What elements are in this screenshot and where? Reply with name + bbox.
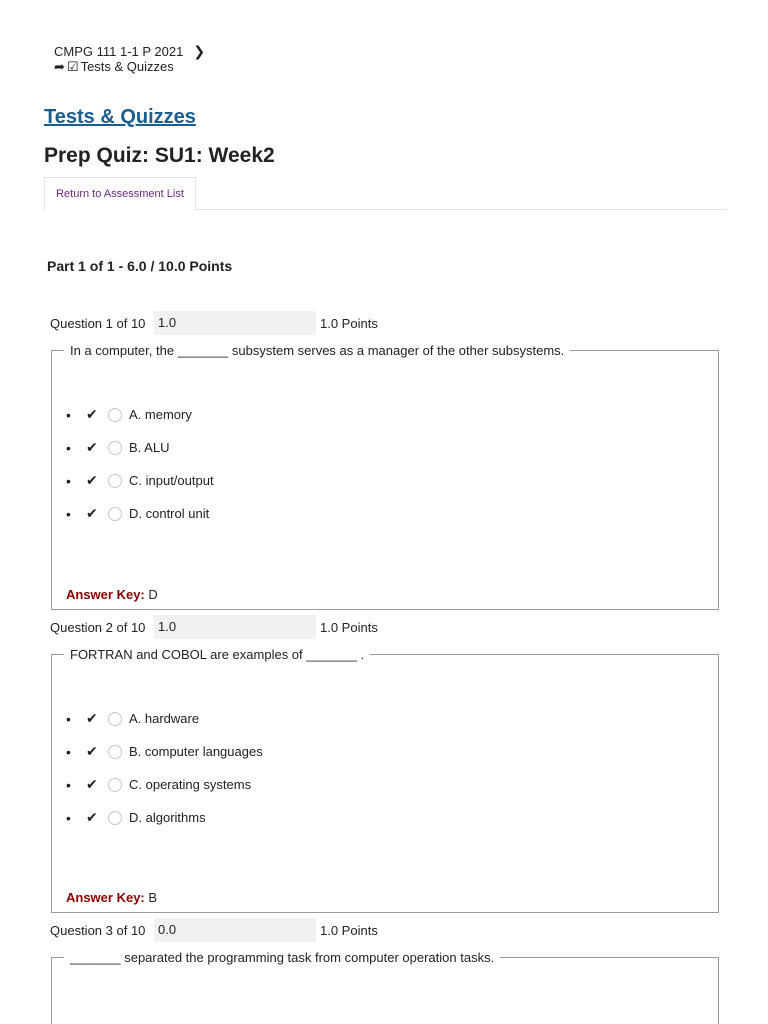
choice-item [66, 431, 214, 464]
question-header [50, 615, 378, 639]
checkmark-icon: ✔ [86, 472, 98, 488]
question-label: Question 1 of 10 [50, 315, 146, 331]
question-header [50, 311, 378, 335]
question-text: In a computer, the _______ subsystem serves as a manager of the other subsystems. [70, 343, 565, 358]
choice-label: D. control unit [129, 506, 210, 521]
question-fieldset [51, 343, 719, 610]
question-points: 1.0 Points [320, 619, 378, 635]
choice-item [66, 464, 214, 497]
question-text: _______ separated the programming task from computer operation tasks. [70, 950, 495, 965]
share-arrow-icon: ➦ [54, 59, 65, 74]
checkmark-icon: ✔ [86, 776, 98, 792]
page-title: Prep Quiz: SU1: Week2 [44, 144, 275, 167]
answer-key [66, 890, 157, 905]
radio-empty-icon[interactable] [108, 811, 122, 825]
checkmark-icon: ✔ [86, 743, 98, 759]
question-score-field[interactable]: 0.0 [154, 918, 316, 942]
question-points: 1.0 Points [320, 922, 378, 938]
radio-empty-icon[interactable] [108, 474, 122, 488]
radio-empty-icon[interactable] [108, 441, 122, 455]
choice-item [66, 702, 263, 735]
bullet-icon: • [66, 505, 71, 522]
bullet-icon: • [66, 809, 71, 826]
choice-label: A. hardware [129, 711, 200, 726]
answer-key-value: B [148, 890, 158, 905]
choice-item [66, 398, 214, 431]
answer-key-label: Answer Key: [66, 890, 145, 905]
checkmark-icon: ✔ [86, 406, 98, 422]
choice-list [66, 702, 263, 834]
question-text: FORTRAN and COBOL are examples of _______ . [70, 647, 365, 662]
bullet-icon: • [66, 710, 71, 727]
choice-item [66, 801, 263, 834]
bullet-icon: • [66, 743, 71, 760]
answer-key-label: Answer Key: [66, 587, 145, 602]
checkmark-icon: ✔ [86, 439, 98, 455]
bullet-icon: • [66, 406, 71, 423]
choice-label: C. operating systems [129, 777, 252, 792]
choice-item [66, 768, 263, 801]
checkmark-icon: ✔ [86, 809, 98, 825]
choice-label: B. computer languages [129, 744, 263, 759]
breadcrumb-tool-link[interactable]: Tests & Quizzes [80, 59, 174, 74]
choice-item [66, 735, 263, 768]
breadcrumb [54, 44, 205, 74]
bullet-icon: • [66, 776, 71, 793]
return-to-assessment-list-button[interactable]: Return to Assessment List [44, 177, 196, 210]
choice-item [66, 497, 214, 530]
question-score-field[interactable]: 1.0 [154, 615, 316, 639]
question-label: Question 2 of 10 [50, 619, 146, 635]
question-fieldset [51, 950, 719, 1024]
assessment-nav [44, 177, 727, 210]
question-score-field[interactable]: 1.0 [154, 311, 316, 335]
checkmark-icon: ✔ [86, 505, 98, 521]
choice-list [66, 398, 214, 530]
part-heading: Part 1 of 1 - 6.0 / 10.0 Points [47, 258, 233, 274]
choice-label: C. input/output [129, 473, 214, 488]
choice-label: B. ALU [129, 440, 170, 455]
checkbox-checked-icon: ☑ [66, 59, 79, 74]
question-header [50, 918, 378, 942]
question-points: 1.0 Points [320, 315, 378, 331]
radio-empty-icon[interactable] [108, 507, 122, 521]
radio-empty-icon[interactable] [108, 408, 122, 422]
tool-title-link[interactable]: Tests & Quizzes [44, 106, 196, 128]
choice-label: D. algorithms [129, 810, 206, 825]
question-label: Question 3 of 10 [50, 922, 146, 938]
answer-key [66, 587, 158, 602]
choice-label: A. memory [129, 407, 192, 422]
radio-empty-icon[interactable] [108, 712, 122, 726]
radio-empty-icon[interactable] [108, 745, 122, 759]
bullet-icon: • [66, 472, 71, 489]
bullet-icon: • [66, 439, 71, 456]
radio-empty-icon[interactable] [108, 778, 122, 792]
answer-key-value: D [148, 587, 158, 602]
chevron-right-icon: ❯ [193, 43, 206, 59]
question-fieldset [51, 647, 719, 913]
breadcrumb-site-link[interactable]: CMPG 111 1-1 P 2021 [54, 44, 184, 59]
checkmark-icon: ✔ [86, 710, 98, 726]
